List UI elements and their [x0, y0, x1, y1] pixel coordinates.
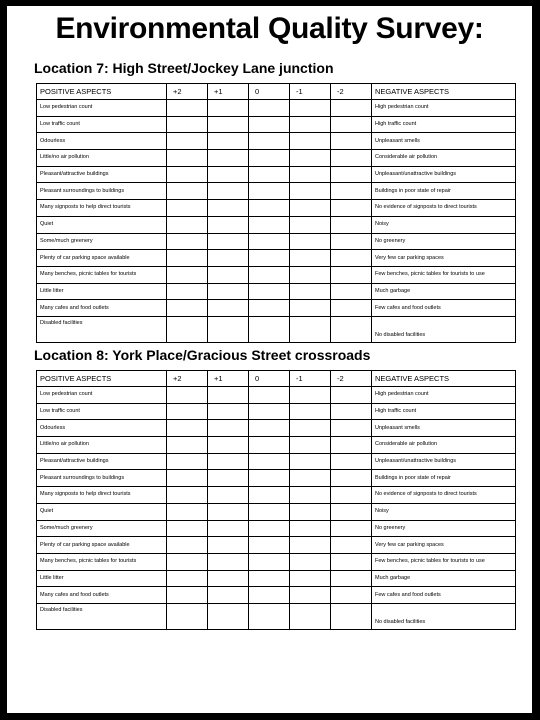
score-cell[interactable]	[208, 150, 249, 167]
negative-aspect-cell: Very few car parking spaces	[372, 250, 516, 267]
positive-aspect-cell: Many benches, picnic tables for tourists	[37, 266, 167, 283]
score-cell[interactable]	[331, 503, 372, 520]
section-heading-location-7: Location 7: High Street/Jockey Lane junction	[34, 60, 334, 76]
positive-aspect-cell: Low pedestrian count	[37, 387, 167, 404]
score-cell[interactable]	[290, 470, 331, 487]
negative-aspects-header: NEGATIVE ASPECTS	[372, 371, 516, 387]
score-cell[interactable]	[290, 553, 331, 570]
score-cell[interactable]	[249, 283, 290, 300]
positive-aspects-header: POSITIVE ASPECTS	[37, 371, 167, 387]
table-row	[37, 300, 516, 317]
score-cell[interactable]	[331, 300, 372, 317]
table-row	[37, 453, 516, 470]
score-cell[interactable]	[331, 453, 372, 470]
score-cell[interactable]	[249, 133, 290, 150]
score-cell[interactable]	[331, 216, 372, 233]
negative-aspects-header: NEGATIVE ASPECTS	[372, 84, 516, 100]
score-cell[interactable]	[290, 537, 331, 554]
score-cell[interactable]	[167, 437, 208, 454]
table-row	[37, 283, 516, 300]
positive-aspect-cell: Many benches, picnic tables for tourists	[37, 553, 167, 570]
score-cell[interactable]	[249, 470, 290, 487]
negative-aspect-cell: No disabled facilities	[372, 603, 516, 629]
score-cell[interactable]	[290, 283, 331, 300]
score-cell[interactable]	[331, 587, 372, 604]
negative-aspect-cell: No evidence of signposts to direct tourists	[372, 200, 516, 217]
negative-aspect-cell: Much garbage	[372, 570, 516, 587]
score-cell[interactable]	[290, 520, 331, 537]
score-cell[interactable]	[208, 283, 249, 300]
score-cell[interactable]	[167, 200, 208, 217]
negative-aspect-cell: Unpleasant smells	[372, 133, 516, 150]
negative-aspect-cell: Buildings in poor state of repair	[372, 470, 516, 487]
score-header: 0	[249, 371, 290, 387]
score-header: +2	[167, 84, 208, 100]
score-cell[interactable]	[249, 233, 290, 250]
score-cell[interactable]	[290, 300, 331, 317]
score-cell[interactable]	[331, 553, 372, 570]
positive-aspect-cell: Quiet	[37, 216, 167, 233]
score-cell[interactable]	[167, 166, 208, 183]
score-cell[interactable]	[208, 233, 249, 250]
negative-aspect-cell: Considerable air pollution	[372, 150, 516, 167]
score-cell[interactable]	[208, 133, 249, 150]
score-cell[interactable]	[331, 200, 372, 217]
score-cell[interactable]	[208, 570, 249, 587]
positive-aspect-cell: Little/no air pollution	[37, 150, 167, 167]
score-cell[interactable]	[208, 437, 249, 454]
positive-aspect-cell: Many cafes and food outlets	[37, 300, 167, 317]
positive-aspect-cell: Little litter	[37, 570, 167, 587]
negative-aspect-cell: No greenery	[372, 520, 516, 537]
negative-aspect-cell: Few benches, picnic tables for tourists to use	[372, 553, 516, 570]
score-cell[interactable]	[208, 603, 249, 629]
score-cell[interactable]	[208, 387, 249, 404]
score-cell[interactable]	[290, 166, 331, 183]
score-cell[interactable]	[290, 437, 331, 454]
score-cell[interactable]	[290, 403, 331, 420]
score-cell[interactable]	[167, 403, 208, 420]
score-cell[interactable]	[167, 470, 208, 487]
negative-aspect-cell: Very few car parking spaces	[372, 537, 516, 554]
positive-aspect-cell: Odourless	[37, 133, 167, 150]
negative-aspect-cell: Buildings in poor state of repair	[372, 183, 516, 200]
positive-aspect-cell: Little litter	[37, 283, 167, 300]
score-cell[interactable]	[290, 233, 331, 250]
table-row	[37, 133, 516, 150]
score-cell[interactable]	[167, 453, 208, 470]
score-cell[interactable]	[331, 387, 372, 404]
score-cell[interactable]	[290, 487, 331, 504]
table-row	[37, 150, 516, 167]
score-cell[interactable]	[249, 150, 290, 167]
score-cell[interactable]	[290, 100, 331, 117]
positive-aspect-cell: Pleasant/attractive buildings	[37, 453, 167, 470]
score-cell[interactable]	[167, 487, 208, 504]
table-row	[37, 233, 516, 250]
table-row	[37, 387, 516, 404]
score-cell[interactable]	[331, 437, 372, 454]
score-cell[interactable]	[331, 403, 372, 420]
score-cell[interactable]	[208, 487, 249, 504]
score-cell[interactable]	[208, 503, 249, 520]
negative-aspect-cell: High pedestrian count	[372, 100, 516, 117]
score-cell[interactable]	[167, 100, 208, 117]
score-cell[interactable]	[249, 166, 290, 183]
score-cell[interactable]	[290, 570, 331, 587]
table-row	[37, 420, 516, 437]
score-header: +1	[208, 371, 249, 387]
score-cell[interactable]	[208, 116, 249, 133]
score-cell[interactable]	[249, 250, 290, 267]
score-cell[interactable]	[290, 316, 331, 342]
score-cell[interactable]	[208, 300, 249, 317]
score-cell[interactable]	[331, 316, 372, 342]
score-cell[interactable]	[331, 150, 372, 167]
score-cell[interactable]	[208, 250, 249, 267]
score-cell[interactable]	[249, 300, 290, 317]
score-cell[interactable]	[167, 570, 208, 587]
positive-aspect-cell: Some/much greenery	[37, 233, 167, 250]
positive-aspect-cell: Disabled facilities	[37, 316, 167, 342]
score-cell[interactable]	[167, 520, 208, 537]
score-cell[interactable]	[208, 587, 249, 604]
score-cell[interactable]	[208, 316, 249, 342]
table-row	[37, 316, 516, 342]
score-cell[interactable]	[208, 200, 249, 217]
table-row	[37, 587, 516, 604]
score-cell[interactable]	[290, 150, 331, 167]
score-cell[interactable]	[167, 420, 208, 437]
score-cell[interactable]	[249, 100, 290, 117]
score-cell[interactable]	[249, 266, 290, 283]
score-cell[interactable]	[290, 250, 331, 267]
score-cell[interactable]	[331, 537, 372, 554]
positive-aspect-cell: Plenty of car parking space available	[37, 537, 167, 554]
score-cell[interactable]	[249, 437, 290, 454]
score-header: -1	[290, 371, 331, 387]
positive-aspect-cell: Pleasant surroundings to buildings	[37, 183, 167, 200]
score-cell[interactable]	[331, 133, 372, 150]
score-cell[interactable]	[249, 420, 290, 437]
score-cell[interactable]	[208, 520, 249, 537]
score-cell[interactable]	[331, 233, 372, 250]
score-cell[interactable]	[331, 183, 372, 200]
negative-aspect-cell: No evidence of signposts to direct tourists	[372, 487, 516, 504]
table-row	[37, 266, 516, 283]
score-cell[interactable]	[167, 316, 208, 342]
score-cell[interactable]	[331, 487, 372, 504]
score-cell[interactable]	[249, 200, 290, 217]
positive-aspect-cell: Quiet	[37, 503, 167, 520]
score-cell[interactable]	[290, 503, 331, 520]
score-cell[interactable]	[331, 520, 372, 537]
survey-table-location-8	[36, 370, 516, 630]
table-row	[37, 503, 516, 520]
score-cell[interactable]	[290, 453, 331, 470]
score-header: -2	[331, 84, 372, 100]
header-row	[37, 371, 516, 387]
score-cell[interactable]	[249, 587, 290, 604]
score-cell[interactable]	[208, 216, 249, 233]
score-cell[interactable]	[290, 183, 331, 200]
page-title: Environmental Quality Survey:	[55, 12, 484, 45]
positive-aspect-cell: Disabled facilities	[37, 603, 167, 629]
negative-aspect-cell: High pedestrian count	[372, 387, 516, 404]
negative-aspect-cell: Unpleasant/unattractive buildings	[372, 166, 516, 183]
score-cell[interactable]	[167, 250, 208, 267]
negative-aspect-cell: Considerable air pollution	[372, 437, 516, 454]
score-cell[interactable]	[249, 216, 290, 233]
score-cell[interactable]	[290, 603, 331, 629]
table-row	[37, 570, 516, 587]
score-cell[interactable]	[249, 487, 290, 504]
score-cell[interactable]	[208, 553, 249, 570]
negative-aspect-cell: Few benches, picnic tables for tourists to use	[372, 266, 516, 283]
table-row	[37, 250, 516, 267]
score-cell[interactable]	[167, 503, 208, 520]
score-cell[interactable]	[249, 387, 290, 404]
score-cell[interactable]	[290, 216, 331, 233]
score-cell[interactable]	[167, 233, 208, 250]
score-cell[interactable]	[249, 603, 290, 629]
score-cell[interactable]	[208, 420, 249, 437]
table-row	[37, 183, 516, 200]
positive-aspect-cell: Odourless	[37, 420, 167, 437]
score-cell[interactable]	[249, 453, 290, 470]
score-cell[interactable]	[331, 420, 372, 437]
score-cell[interactable]	[249, 316, 290, 342]
header-row	[37, 84, 516, 100]
positive-aspect-cell: Pleasant surroundings to buildings	[37, 470, 167, 487]
score-cell[interactable]	[290, 266, 331, 283]
positive-aspect-cell: Some/much greenery	[37, 520, 167, 537]
score-header: -1	[290, 84, 331, 100]
survey-table-location-7	[36, 83, 516, 343]
score-cell[interactable]	[331, 100, 372, 117]
table-row	[37, 166, 516, 183]
score-cell[interactable]	[249, 520, 290, 537]
positive-aspect-cell: Low pedestrian count	[37, 100, 167, 117]
score-cell[interactable]	[249, 403, 290, 420]
score-cell[interactable]	[249, 183, 290, 200]
negative-aspect-cell: High traffic count	[372, 403, 516, 420]
score-cell[interactable]	[331, 570, 372, 587]
score-cell[interactable]	[290, 200, 331, 217]
positive-aspect-cell: Low traffic count	[37, 403, 167, 420]
table-row	[37, 437, 516, 454]
table-row	[37, 487, 516, 504]
score-cell[interactable]	[290, 133, 331, 150]
score-header: +2	[167, 371, 208, 387]
score-cell[interactable]	[331, 470, 372, 487]
table-row	[37, 403, 516, 420]
score-cell[interactable]	[167, 150, 208, 167]
score-cell[interactable]	[249, 116, 290, 133]
table-row	[37, 216, 516, 233]
score-cell[interactable]	[208, 266, 249, 283]
negative-aspect-cell: Much garbage	[372, 283, 516, 300]
positive-aspect-cell: Little/no air pollution	[37, 437, 167, 454]
section-heading-location-8: Location 8: York Place/Gracious Street crossroads	[34, 347, 371, 363]
table-row	[37, 200, 516, 217]
negative-aspect-cell: Noisy	[372, 216, 516, 233]
positive-aspect-cell: Many cafes and food outlets	[37, 587, 167, 604]
positive-aspect-cell: Many signposts to help direct tourists	[37, 487, 167, 504]
score-cell[interactable]	[167, 537, 208, 554]
score-cell[interactable]	[208, 100, 249, 117]
score-cell[interactable]	[208, 403, 249, 420]
score-header: +1	[208, 84, 249, 100]
table-row	[37, 100, 516, 117]
negative-aspect-cell: No disabled facilities	[372, 316, 516, 342]
score-cell[interactable]	[331, 603, 372, 629]
table-row	[37, 470, 516, 487]
score-cell[interactable]	[167, 133, 208, 150]
positive-aspect-cell: Many signposts to help direct tourists	[37, 200, 167, 217]
table-row	[37, 603, 516, 629]
score-cell[interactable]	[249, 553, 290, 570]
table-row	[37, 553, 516, 570]
score-cell[interactable]	[290, 387, 331, 404]
score-cell[interactable]	[167, 387, 208, 404]
score-cell[interactable]	[167, 266, 208, 283]
score-cell[interactable]	[167, 183, 208, 200]
negative-aspect-cell: Few cafes and food outlets	[372, 300, 516, 317]
negative-aspect-cell: Few cafes and food outlets	[372, 587, 516, 604]
score-cell[interactable]	[167, 300, 208, 317]
score-header: -2	[331, 371, 372, 387]
positive-aspect-cell: Pleasant/attractive buildings	[37, 166, 167, 183]
table-row	[37, 520, 516, 537]
score-cell[interactable]	[167, 283, 208, 300]
score-cell[interactable]	[290, 420, 331, 437]
score-cell[interactable]	[331, 250, 372, 267]
score-cell[interactable]	[208, 453, 249, 470]
score-cell[interactable]	[208, 537, 249, 554]
table-row	[37, 116, 516, 133]
score-cell[interactable]	[167, 116, 208, 133]
score-cell[interactable]	[249, 537, 290, 554]
score-cell[interactable]	[208, 166, 249, 183]
score-cell[interactable]	[331, 266, 372, 283]
score-cell[interactable]	[208, 183, 249, 200]
negative-aspect-cell: Unpleasant smells	[372, 420, 516, 437]
score-cell[interactable]	[167, 553, 208, 570]
score-cell[interactable]	[290, 587, 331, 604]
negative-aspect-cell: Noisy	[372, 503, 516, 520]
score-cell[interactable]	[331, 116, 372, 133]
score-cell[interactable]	[208, 470, 249, 487]
score-cell[interactable]	[167, 216, 208, 233]
survey-page	[7, 6, 532, 713]
positive-aspect-cell: Plenty of car parking space available	[37, 250, 167, 267]
score-cell[interactable]	[290, 116, 331, 133]
score-cell[interactable]	[249, 503, 290, 520]
negative-aspect-cell: Unpleasant/unattractive buildings	[372, 453, 516, 470]
score-cell[interactable]	[331, 166, 372, 183]
score-cell[interactable]	[249, 570, 290, 587]
score-cell[interactable]	[331, 283, 372, 300]
positive-aspect-cell: Low traffic count	[37, 116, 167, 133]
score-cell[interactable]	[167, 587, 208, 604]
negative-aspect-cell: High traffic count	[372, 116, 516, 133]
score-cell[interactable]	[167, 603, 208, 629]
positive-aspects-header: POSITIVE ASPECTS	[37, 84, 167, 100]
table-row	[37, 537, 516, 554]
score-header: 0	[249, 84, 290, 100]
negative-aspect-cell: No greenery	[372, 233, 516, 250]
